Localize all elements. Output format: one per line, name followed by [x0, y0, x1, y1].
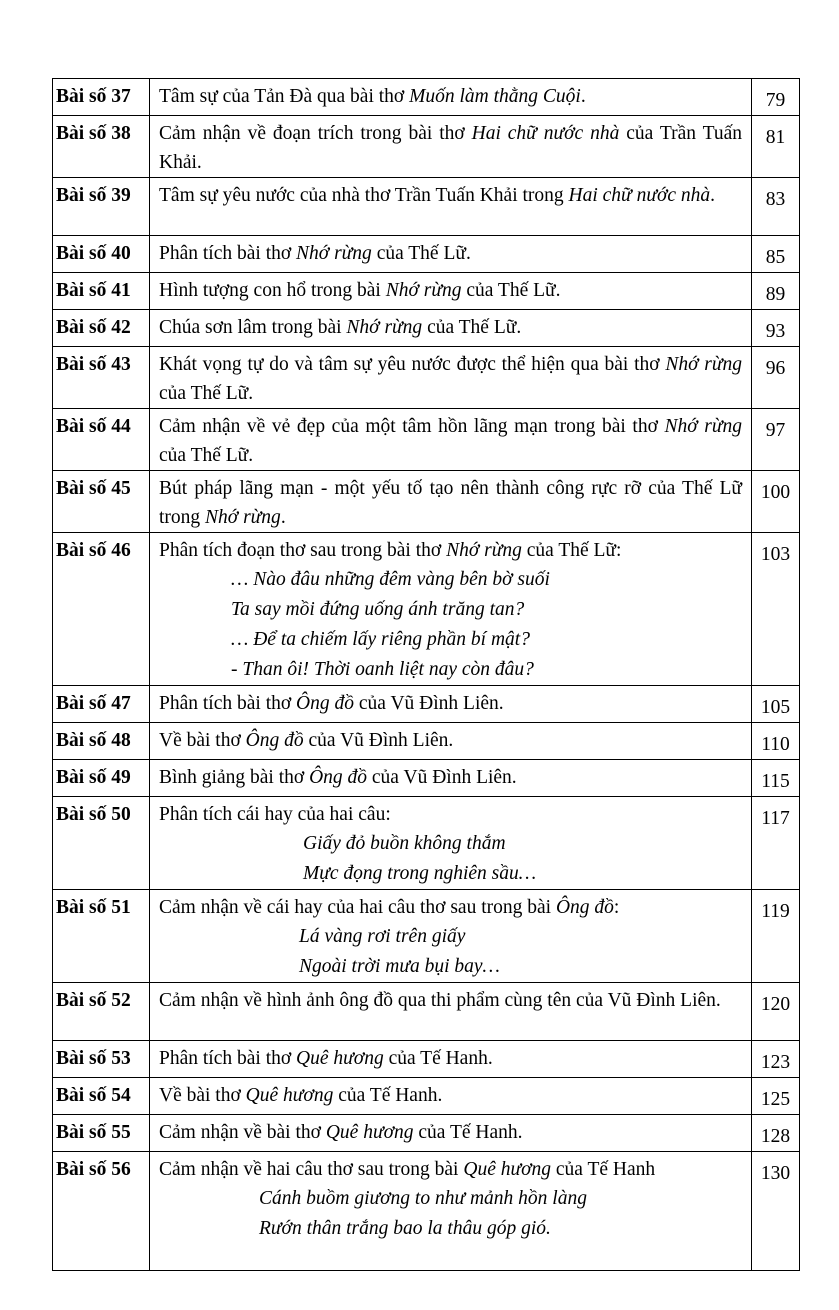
text-segment: Phân tích bài thơ [159, 1048, 297, 1069]
title-text [159, 82, 742, 111]
work-title: Nhớ rừng [664, 416, 742, 437]
text-segment: của Thế Lữ: [521, 540, 622, 561]
page-number: 79 [752, 79, 800, 116]
text-segment: . [580, 86, 586, 107]
work-title: Nhớ rừng [205, 507, 281, 528]
text-segment: Hình tượng con hổ trong bài [159, 280, 386, 301]
poem-line: - Than ôi! Thời oanh liệt nay còn đâu? [231, 659, 534, 680]
title-text [159, 412, 742, 470]
lesson-number: Bài số 39 [53, 178, 150, 236]
lesson-number: Bài số 43 [53, 347, 150, 409]
lesson-number: Bài số 56 [53, 1152, 150, 1271]
text-segment: Cảm nhận về hai câu thơ sau trong bài [159, 1159, 464, 1180]
text-segment: Bình giảng bài thơ [159, 767, 310, 788]
lesson-number: Bài số 44 [53, 409, 150, 471]
text-segment: Phân tích bài thơ [159, 243, 297, 264]
poem-line: Rướn thân trắng bao la thâu góp gió. [259, 1218, 551, 1239]
title-text [159, 350, 742, 408]
toc-row [53, 347, 800, 409]
title-text [159, 689, 742, 718]
poem-line: Giấy đỏ buồn không thắm [303, 833, 506, 854]
text-segment: của Vũ Đình Liên. [367, 767, 517, 788]
lesson-title [150, 1041, 752, 1078]
text-segment: Cảm nhận về bài thơ [159, 1122, 326, 1143]
lesson-title [150, 347, 752, 409]
work-title: Ông đồ [296, 693, 355, 714]
lesson-number: Bài số 47 [53, 686, 150, 723]
lesson-title [150, 797, 752, 890]
page-number: 96 [752, 347, 800, 409]
lesson-title [150, 178, 752, 236]
title-text [159, 893, 742, 922]
page-number: 128 [752, 1115, 800, 1152]
title-text [159, 313, 742, 342]
toc-row [53, 760, 800, 797]
lesson-number: Bài số 45 [53, 471, 150, 533]
text-segment: . [710, 185, 716, 206]
text-segment: Cảm nhận về hình ảnh ông đồ qua thi phẩm cùng tên của Vũ Đình Liên. [159, 990, 721, 1011]
title-text [159, 1081, 742, 1110]
work-title: Nhớ rừng [346, 317, 423, 338]
toc-row [53, 310, 800, 347]
work-title: Nhớ rừng [665, 354, 743, 375]
page-number: 85 [752, 236, 800, 273]
poem-line: Cánh buồm giương to như mảnh hồn làng [259, 1188, 587, 1209]
title-text [159, 276, 742, 305]
lesson-title [150, 533, 752, 686]
page-number: 97 [752, 409, 800, 471]
text-segment: của Tế Hanh. [383, 1048, 493, 1069]
text-segment: của Trần Tuấn Khải. [159, 123, 742, 173]
toc-row [53, 409, 800, 471]
lesson-title [150, 471, 752, 533]
page-number: 83 [752, 178, 800, 236]
text-segment: . [280, 507, 286, 528]
lesson-number: Bài số 46 [53, 533, 150, 686]
title-text [159, 536, 742, 565]
poem-line: Ngoài trời mưa bụi bay… [299, 956, 500, 977]
text-segment: của Vũ Đình Liên. [354, 693, 504, 714]
poem-line: … Để ta chiếm lấy riêng phần bí mật? [231, 629, 530, 650]
text-segment: của Thế Lữ. [371, 243, 471, 264]
lesson-number: Bài số 49 [53, 760, 150, 797]
text-segment: của Thế Lữ. [461, 280, 561, 301]
text-segment: Phân tích đoạn thơ sau trong bài thơ [159, 540, 447, 561]
work-title: Ông đồ [309, 767, 368, 788]
toc-row [53, 1115, 800, 1152]
work-title: Quê hương [463, 1159, 552, 1180]
lesson-title [150, 79, 752, 116]
lesson-title [150, 409, 752, 471]
work-title: Quê hương [296, 1048, 384, 1069]
work-title: Nhớ rừng [296, 243, 372, 264]
work-title: Hai chữ nước nhà [568, 185, 711, 206]
page-number: 110 [752, 723, 800, 760]
text-segment: Cảm nhận về đoạn trích trong bài thơ [159, 123, 472, 144]
lesson-title [150, 236, 752, 273]
work-title: Muốn làm thằng Cuội [409, 86, 581, 107]
toc-row [53, 79, 800, 116]
toc-row [53, 723, 800, 760]
page-number: 93 [752, 310, 800, 347]
text-segment: Bút pháp lãng mạn - một yếu tố tạo nên thành công rực rỡ của Thế Lữ trong [159, 478, 742, 528]
page-number: 130 [752, 1152, 800, 1271]
page-number: 117 [752, 797, 800, 890]
lesson-number: Bài số 42 [53, 310, 150, 347]
toc-row [53, 1152, 800, 1271]
poem-line: Mực đọng trong nghiên sầu… [303, 863, 537, 884]
work-title: Ông đồ [555, 897, 614, 918]
lesson-title [150, 116, 752, 178]
title-text [159, 726, 742, 755]
lesson-number: Bài số 41 [53, 273, 150, 310]
title-text [159, 239, 742, 268]
title-text [159, 1155, 742, 1184]
work-title: Nhớ rừng [385, 280, 462, 301]
poem-line: Ta say mồi đứng uống ánh trăng tan? [231, 599, 525, 620]
lesson-title [150, 310, 752, 347]
toc-row [53, 1078, 800, 1115]
page-number: 105 [752, 686, 800, 723]
lesson-title [150, 723, 752, 760]
lesson-number: Bài số 51 [53, 890, 150, 983]
toc-row [53, 471, 800, 533]
toc-row [53, 983, 800, 1041]
text-segment: của Tế Hanh. [413, 1122, 523, 1143]
text-segment: : [613, 897, 620, 918]
text-segment: Khát vọng tự do và tâm sự yêu nước được thể hiện qua bài thơ [159, 354, 666, 375]
page-number: 125 [752, 1078, 800, 1115]
poem-line: … Nào đâu những đêm vàng bên bờ suối [231, 569, 550, 590]
lesson-title [150, 273, 752, 310]
text-segment: Cảm nhận về cái hay của hai câu thơ sau trong bài [159, 897, 556, 918]
page-number: 123 [752, 1041, 800, 1078]
lesson-number: Bài số 54 [53, 1078, 150, 1115]
toc-row [53, 116, 800, 178]
table-of-contents [52, 78, 800, 1271]
text-segment: Phân tích cái hay của hai câu: [159, 804, 391, 825]
text-segment: của Tế Hanh [551, 1159, 656, 1180]
toc-row [53, 1041, 800, 1078]
text-segment: của Thế Lữ. [159, 383, 254, 404]
lesson-number: Bài số 53 [53, 1041, 150, 1078]
text-segment: Về bài thơ [159, 730, 246, 751]
text-segment: Cảm nhận về vẻ đẹp của một tâm hồn lãng mạn trong bài thơ [159, 416, 665, 437]
title-text [159, 986, 742, 1015]
title-text [159, 474, 742, 532]
page-number: 119 [752, 890, 800, 983]
title-text [159, 763, 742, 792]
page-number: 103 [752, 533, 800, 686]
text-segment: Chúa sơn lâm trong bài [159, 317, 347, 338]
lesson-number: Bài số 37 [53, 79, 150, 116]
text-segment: của Thế Lữ. [422, 317, 522, 338]
page-number: 115 [752, 760, 800, 797]
title-text [159, 119, 742, 177]
text-segment: Về bài thơ [159, 1085, 246, 1106]
lesson-title [150, 1152, 752, 1271]
work-title: Quê hương [245, 1085, 334, 1106]
lesson-number: Bài số 40 [53, 236, 150, 273]
lesson-number: Bài số 50 [53, 797, 150, 890]
title-text [159, 1118, 742, 1147]
text-segment: của Thế Lữ. [159, 445, 254, 466]
text-segment: của Vũ Đình Liên. [303, 730, 454, 751]
work-title: Nhớ rừng [446, 540, 522, 561]
toc-row [53, 236, 800, 273]
work-title: Ông đồ [245, 730, 304, 751]
lesson-title [150, 760, 752, 797]
title-text [159, 1044, 742, 1073]
title-text [159, 800, 742, 829]
lesson-number: Bài số 48 [53, 723, 150, 760]
work-title: Hai chữ nước nhà [471, 123, 620, 144]
page-number: 89 [752, 273, 800, 310]
page-number: 120 [752, 983, 800, 1041]
page-number: 100 [752, 471, 800, 533]
lesson-number: Bài số 38 [53, 116, 150, 178]
lesson-title [150, 983, 752, 1041]
lesson-title [150, 1078, 752, 1115]
poem-line: Lá vàng rơi trên giấy [299, 926, 466, 947]
page-number: 81 [752, 116, 800, 178]
toc-row [53, 273, 800, 310]
toc-row [53, 686, 800, 723]
toc-row [53, 797, 800, 890]
toc-row [53, 533, 800, 686]
text-segment: của Tế Hanh. [333, 1085, 443, 1106]
lesson-number: Bài số 55 [53, 1115, 150, 1152]
title-text [159, 181, 742, 210]
lesson-number: Bài số 52 [53, 983, 150, 1041]
text-segment: Phân tích bài thơ [159, 693, 297, 714]
work-title: Quê hương [325, 1122, 414, 1143]
lesson-title [150, 890, 752, 983]
text-segment: Tâm sự yêu nước của nhà thơ Trần Tuấn Khải trong [159, 185, 569, 206]
lesson-title [150, 1115, 752, 1152]
toc-row [53, 890, 800, 983]
toc-row [53, 178, 800, 236]
lesson-title [150, 686, 752, 723]
text-segment: Tâm sự của Tản Đà qua bài thơ [159, 86, 410, 107]
